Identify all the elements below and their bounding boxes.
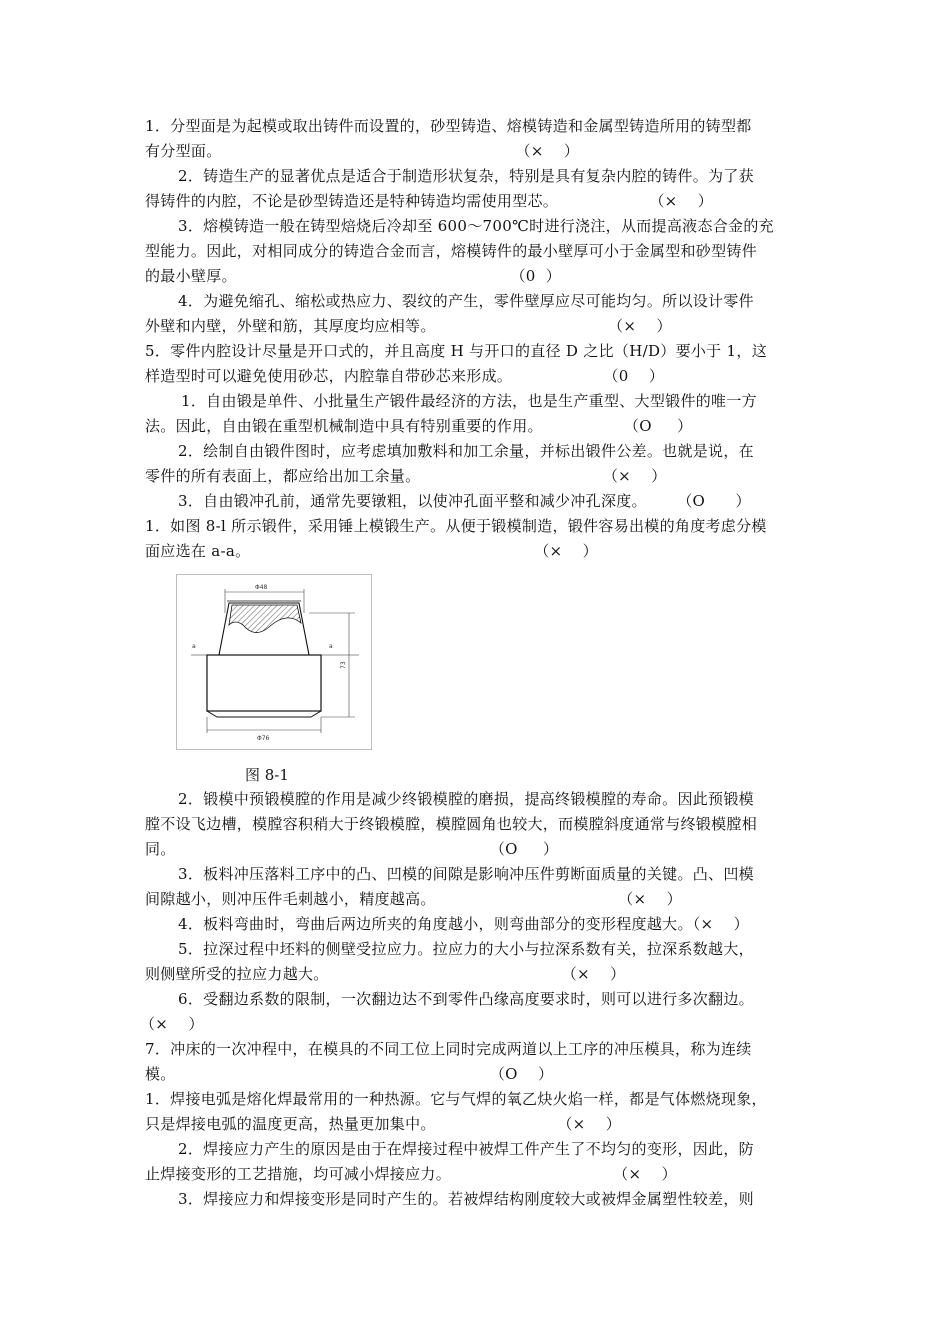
text-line: 有分型面。 （× ） xyxy=(145,142,580,160)
text-line: 样造型时可以避免使用砂芯，内腔靠自带砂芯来形成。 （0 ） xyxy=(145,367,665,385)
text-line: 3．焊接应力和焊接变形是同时产生的。若被焊结构刚度较大或被焊金属塑性较差，则 xyxy=(178,1190,754,1208)
dim-label-top: Φ48 xyxy=(255,584,268,591)
mark-left: a xyxy=(192,643,196,650)
text-line: 2．锻模中预锻模膛的作用是减少终锻模膛的磨损，提高终锻模膛的寿命。因此预锻模 xyxy=(178,790,754,808)
text-line: 模。 （O ） xyxy=(145,1065,554,1083)
text-line: 止焊接变形的工艺措施，均可减小焊接应力。 （× ） xyxy=(145,1165,677,1183)
text-line: 2．铸造生产的显著优点是适合于制造形状复杂，特别是具有复杂内腔的铸件。为了获 xyxy=(178,167,754,185)
text-line: 3．熔模铸造一般在铸型焙烧后冷却至 600～700℃时进行浇注，从而提高液态合金的充 xyxy=(178,217,774,235)
text-line: 3．板料冲压落料工序中的凸、凹模的间隙是影响冲压件剪断面质量的关键。凸、凹模 xyxy=(178,865,754,883)
text-line: 2．焊接应力产生的原因是由于在焊接过程中被焊工件产生了不均匀的变形，因此，防 xyxy=(178,1140,754,1158)
text-line: 6．受翻边系数的限制，一次翻边达不到零件凸缘高度要求时，则可以进行多次翻边。 xyxy=(178,990,754,1008)
forging-drawing xyxy=(177,575,373,751)
dim-label-bottom: Φ76 xyxy=(257,735,270,742)
text-line: 只是焊接电弧的温度更高，热量更加集中。 （× ） xyxy=(145,1115,622,1133)
mark-right: a xyxy=(329,643,333,650)
text-line: 零件的所有表面上，都应给出加工余量。 （× ） xyxy=(145,467,667,485)
text-line: 1．焊接电弧是熔化焊最常用的一种热源。它与气焊的氧乙炔火焰一样，都是气体燃烧现象， xyxy=(145,1090,767,1108)
dim-label-height: 73 xyxy=(340,661,347,669)
text-line: 4．为避免缩孔、缩松或热应力、裂纹的产生，零件壁厚应尽可能均匀。所以设计零件 xyxy=(178,292,754,310)
text-line: 得铸件的内腔，不论是砂型铸造还是特种铸造均需使用型芯。 （× ） xyxy=(145,192,714,210)
text-line: 5．拉深过程中坯料的侧壁受拉应力。拉应力的大小与拉深系数有关，拉深系数越大， xyxy=(178,940,754,958)
figure-caption: 图 8-1 xyxy=(245,766,289,784)
text-line: 膛不设飞边槽，模膛容积稍大于终锻模膛，模膛圆角也较大，而模膛斜度通常与终锻模膛相 xyxy=(145,815,758,833)
text-line: 的最小壁厚。 （0 ） xyxy=(145,267,562,285)
text-line: 5．零件内腔设计尽量是开口式的，并且高度 H 与开口的直径 D 之比（H/D）要小于 1，这 xyxy=(145,342,767,360)
text-line: 间隙越小，则冲压件毛刺越小，精度越高。 （× ） xyxy=(145,890,682,908)
text-line: 同。 （O ） xyxy=(145,840,559,858)
text-line: 7．冲床的一次冲程中，在模具的不同工位上同时完成两道以上工序的冲压模具，称为连续 xyxy=(145,1040,752,1058)
lower-chamfer xyxy=(207,711,321,717)
lower-body-outline xyxy=(207,655,321,711)
text-line: 外壁和内壁，外壁和筋，其厚度均应相等。 （× ） xyxy=(145,317,672,335)
text-line: 1．分型面是为起模或取出铸件而设置的，砂型铸造、熔模铸造和金属型铸造所用的铸型都 xyxy=(145,117,752,135)
text-line: 则侧壁所受的拉应力越大。 （× ） xyxy=(145,965,626,983)
cavity-section xyxy=(229,605,301,633)
text-line: （× ） xyxy=(140,1015,204,1033)
text-line: 4．板料弯曲时，弯曲后两边所夹的角度越小，则弯曲部分的变形程度越大。（× ） xyxy=(178,915,749,933)
text-line: 1．自由锻是单件、小批量生产锻件最经济的方法，也是生产重型、大型锻件的唯一方 xyxy=(181,392,757,410)
text-line: 型能力。因此，对相同成分的铸造合金而言，熔模铸件的最小壁厚可小于金属型和砂型铸件 xyxy=(145,242,758,260)
text-line: 法。因此，自由锻在重型机械制造中具有特别重要的作用。 （O ） xyxy=(145,417,693,435)
forging-figure xyxy=(176,574,372,750)
text-line: 面应选在 a-a。 （× ） xyxy=(145,542,598,560)
text-line: 2．绘制自由锻件图时，应考虑填加敷料和加工余量，并标出锻件公差。也就是说，在 xyxy=(178,442,754,460)
text-line: 3．自由锻冲孔前，通常先要镦粗，以使冲孔面平整和减少冲孔深度。 （O ） xyxy=(178,492,751,510)
text-line: 1．如图 8-l 所示锻件，采用锤上模锻生产。从便于锻模制造，锻件容易出模的角度考虑分模 xyxy=(145,517,767,535)
